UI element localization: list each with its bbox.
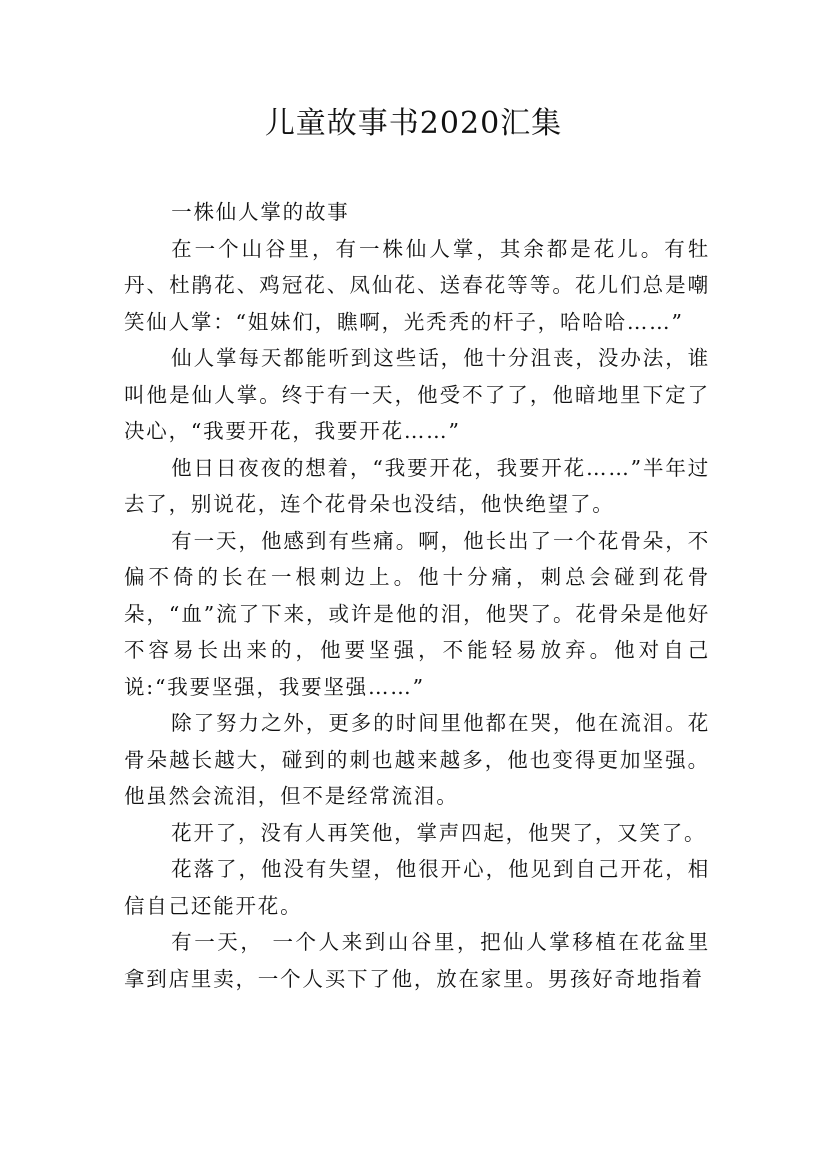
document-body — [124, 194, 710, 997]
paragraph: 除了努力之外，更多的时间里他都在哭，他在流泪。花骨朵越长越大，碰到的刺也越来越多，他也变得更加坚强。他虽然会流泪，但不是经常流泪。 — [124, 711, 710, 808]
paragraph: 有一天， 一个人来到山谷里，把仙人掌移植在花盆里拿到店里卖，一个人买下了他，放在家里。男孩好奇地指着 — [124, 930, 710, 991]
paragraph: 仙人掌每天都能听到这些话，他十分沮丧，没办法，谁叫他是仙人掌。终于有一天，他受不了了，他暗地里下定了决心，“我要开花，我要开花……” — [124, 346, 710, 443]
paragraph: 有一天，他感到有些痛。啊，他长出了一个花骨朵，不偏不倚的长在一根刺边上。他十分痛，刺总会碰到花骨朵，“血”流了下来，或许是他的泪，他哭了。花骨朵是他好不容易长出来的，他要坚强，不能轻易放弃。他对自己说:“我要坚强，我要坚强……” — [124, 528, 710, 699]
paragraph: 在一个山谷里，有一株仙人掌，其余都是花儿。有牡丹、杜鹃花、鸡冠花、凤仙花、送春花等等。花儿们总是嘲笑仙人掌：“姐妹们，瞧啊，光秃秃的杆子，哈哈哈……” — [124, 236, 710, 334]
document-title: 儿童故事书2020汇集 — [264, 106, 563, 141]
paragraph: 花落了，他没有失望，他很开心，他见到自己开花，相信自己还能开花。 — [124, 857, 710, 918]
paragraph: 他日日夜夜的想着，“我要开花，我要开花……”半年过去了，别说花，连个花骨朵也没结，他快绝望了。 — [124, 455, 710, 516]
paragraph: 花开了，没有人再笑他，掌声四起，他哭了，又笑了。 — [171, 820, 707, 845]
story-title: 一株仙人掌的故事 — [171, 200, 350, 224]
